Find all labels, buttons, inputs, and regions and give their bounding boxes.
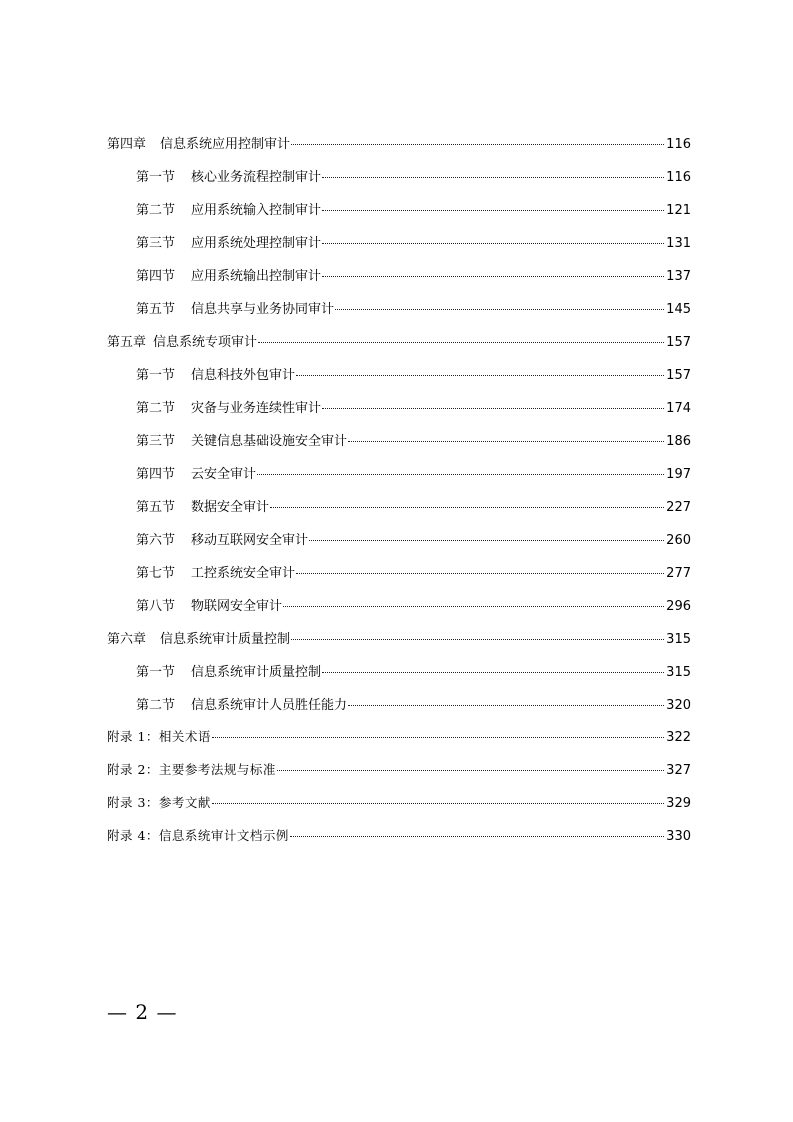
toc-appendix-entry[interactable] [107, 826, 691, 859]
table-of-contents [107, 133, 691, 859]
toc-entry-number: 第六章 [107, 632, 147, 647]
toc-dot-leader [296, 375, 664, 376]
toc-page-number: 121 [666, 203, 691, 218]
toc-dot-leader [290, 836, 664, 837]
toc-entry-number: 第四节 [136, 269, 176, 284]
toc-section-entry[interactable] [107, 430, 691, 463]
toc-section-entry[interactable] [107, 463, 691, 496]
toc-entry-label [136, 529, 308, 548]
toc-page-number: 137 [666, 269, 691, 284]
toc-chapter-entry[interactable] [107, 331, 691, 364]
toc-page-number: 320 [666, 698, 691, 713]
toc-dot-leader [296, 573, 664, 574]
toc-dot-leader [348, 441, 664, 442]
toc-entry-number: 第四章 [107, 137, 147, 152]
toc-section-entry[interactable] [107, 265, 691, 298]
toc-entry-number: 第二节 [136, 698, 176, 713]
toc-entry-label [136, 364, 295, 383]
toc-entry-title: 工控系统安全审计 [191, 566, 296, 581]
toc-entry-number: 第五章 [107, 335, 147, 350]
toc-page-number: 157 [666, 368, 691, 383]
toc-page-number: 186 [666, 434, 691, 449]
toc-entry-label: 附录 3：参考文献 [107, 795, 211, 810]
toc-page-number: 116 [666, 170, 691, 185]
toc-page-number: 145 [666, 302, 691, 317]
toc-dot-leader [212, 737, 664, 738]
toc-section-entry[interactable] [107, 529, 691, 562]
toc-entry-label [136, 265, 321, 284]
toc-entry-label [136, 397, 321, 416]
toc-entry-label [136, 166, 321, 185]
toc-dot-leader [335, 309, 664, 310]
toc-section-entry[interactable] [107, 298, 691, 331]
toc-entry-label [136, 463, 256, 482]
toc-section-entry[interactable] [107, 595, 691, 628]
toc-dot-leader [277, 770, 664, 771]
toc-entry-label: 附录 1：相关术语 [107, 729, 211, 744]
toc-page-number: 131 [666, 236, 691, 251]
toc-page-number: 329 [666, 796, 691, 811]
toc-page-number: 277 [666, 566, 691, 581]
toc-section-entry[interactable] [107, 694, 691, 727]
toc-dot-leader [322, 408, 664, 409]
toc-entry-label [136, 430, 347, 449]
toc-entry-label [136, 199, 321, 218]
toc-entry-label [136, 496, 269, 515]
toc-section-entry[interactable] [107, 661, 691, 694]
toc-page-number: 174 [666, 401, 691, 416]
toc-entry-title: 应用系统输入控制审计 [191, 203, 322, 218]
toc-entry-number: 第八节 [136, 599, 176, 614]
toc-entry-number: 第三节 [136, 236, 176, 251]
toc-entry-title: 核心业务流程控制审计 [191, 170, 322, 185]
toc-dot-leader [322, 243, 664, 244]
toc-page-number: 315 [666, 632, 691, 647]
toc-dot-leader [322, 276, 664, 277]
toc-dot-leader [348, 705, 664, 706]
toc-page-number: 197 [666, 467, 691, 482]
toc-entry-label: 附录 2：主要参考法规与标准 [107, 762, 276, 777]
toc-page-number: 296 [666, 599, 691, 614]
toc-entry-number: 第二节 [136, 203, 176, 218]
toc-appendix-entry[interactable] [107, 793, 691, 826]
toc-section-entry[interactable] [107, 199, 691, 232]
toc-dot-leader [270, 507, 664, 508]
toc-section-entry[interactable] [107, 562, 691, 595]
toc-dot-leader [322, 672, 664, 673]
toc-entry-label [107, 628, 290, 647]
toc-entry-label: 附录 4：信息系统审计文档示例 [107, 828, 289, 843]
toc-entry-number: 第七节 [136, 566, 176, 581]
toc-entry-title: 云安全审计 [191, 467, 257, 482]
toc-entry-title: 应用系统处理控制审计 [191, 236, 322, 251]
toc-page-number: 322 [666, 730, 691, 745]
toc-page-number: 327 [666, 763, 691, 778]
toc-section-entry[interactable] [107, 166, 691, 199]
toc-entry-label [136, 595, 282, 614]
page-footer-number: — 2 — [107, 1000, 178, 1024]
toc-entry-label [136, 298, 334, 317]
toc-entry-title: 信息系统应用控制审计 [160, 137, 291, 152]
toc-entry-title: 信息系统审计人员胜任能力 [191, 698, 348, 713]
toc-appendix-entry[interactable] [107, 727, 691, 760]
toc-entry-number: 第二节 [136, 401, 176, 416]
toc-entry-label [136, 661, 321, 680]
toc-entry-number: 第四节 [136, 467, 176, 482]
toc-section-entry[interactable] [107, 232, 691, 265]
toc-dot-leader [291, 639, 664, 640]
toc-section-entry[interactable] [107, 496, 691, 529]
toc-entry-label [107, 331, 257, 350]
toc-entry-title: 数据安全审计 [191, 500, 270, 515]
toc-entry-label [136, 232, 321, 251]
toc-dot-leader [258, 342, 664, 343]
toc-page-number: 315 [666, 665, 691, 680]
toc-page-number: 330 [666, 829, 691, 844]
toc-section-entry[interactable] [107, 397, 691, 430]
toc-entry-number: 第一节 [136, 170, 176, 185]
toc-entry-title: 移动互联网安全审计 [191, 533, 309, 548]
toc-page-number: 260 [666, 533, 691, 548]
toc-dot-leader [283, 606, 664, 607]
toc-page-number: 227 [666, 500, 691, 515]
toc-entry-title: 信息共享与业务协同审计 [191, 302, 335, 317]
toc-entry-title: 应用系统输出控制审计 [191, 269, 322, 284]
toc-dot-leader [212, 803, 664, 804]
toc-entry-title: 信息系统审计质量控制 [191, 665, 322, 680]
toc-dot-leader [322, 210, 664, 211]
toc-section-entry[interactable] [107, 364, 691, 397]
toc-chapter-entry[interactable] [107, 133, 691, 166]
toc-entry-title: 关键信息基础设施安全审计 [191, 434, 348, 449]
toc-entry-title: 信息系统审计质量控制 [160, 632, 291, 647]
toc-dot-leader [257, 474, 664, 475]
toc-chapter-entry[interactable] [107, 628, 691, 661]
toc-entry-number: 第五节 [136, 302, 176, 317]
toc-entry-number: 第一节 [136, 665, 176, 680]
toc-page-number: 157 [666, 335, 691, 350]
toc-entry-title: 物联网安全审计 [191, 599, 283, 614]
toc-dot-leader [322, 177, 664, 178]
toc-dot-leader [291, 144, 664, 145]
toc-appendix-entry[interactable] [107, 760, 691, 793]
toc-entry-number: 第六节 [136, 533, 176, 548]
toc-entry-title: 信息科技外包审计 [191, 368, 296, 383]
toc-page-number: 116 [666, 137, 691, 152]
toc-entry-label [136, 562, 295, 581]
toc-entry-number: 第五节 [136, 500, 176, 515]
toc-entry-label [136, 694, 347, 713]
toc-entry-label [107, 133, 290, 152]
toc-entry-title: 信息系统专项审计 [153, 335, 258, 350]
toc-entry-number: 第三节 [136, 434, 176, 449]
toc-entry-number: 第一节 [136, 368, 176, 383]
toc-dot-leader [309, 540, 664, 541]
toc-entry-title: 灾备与业务连续性审计 [191, 401, 322, 416]
